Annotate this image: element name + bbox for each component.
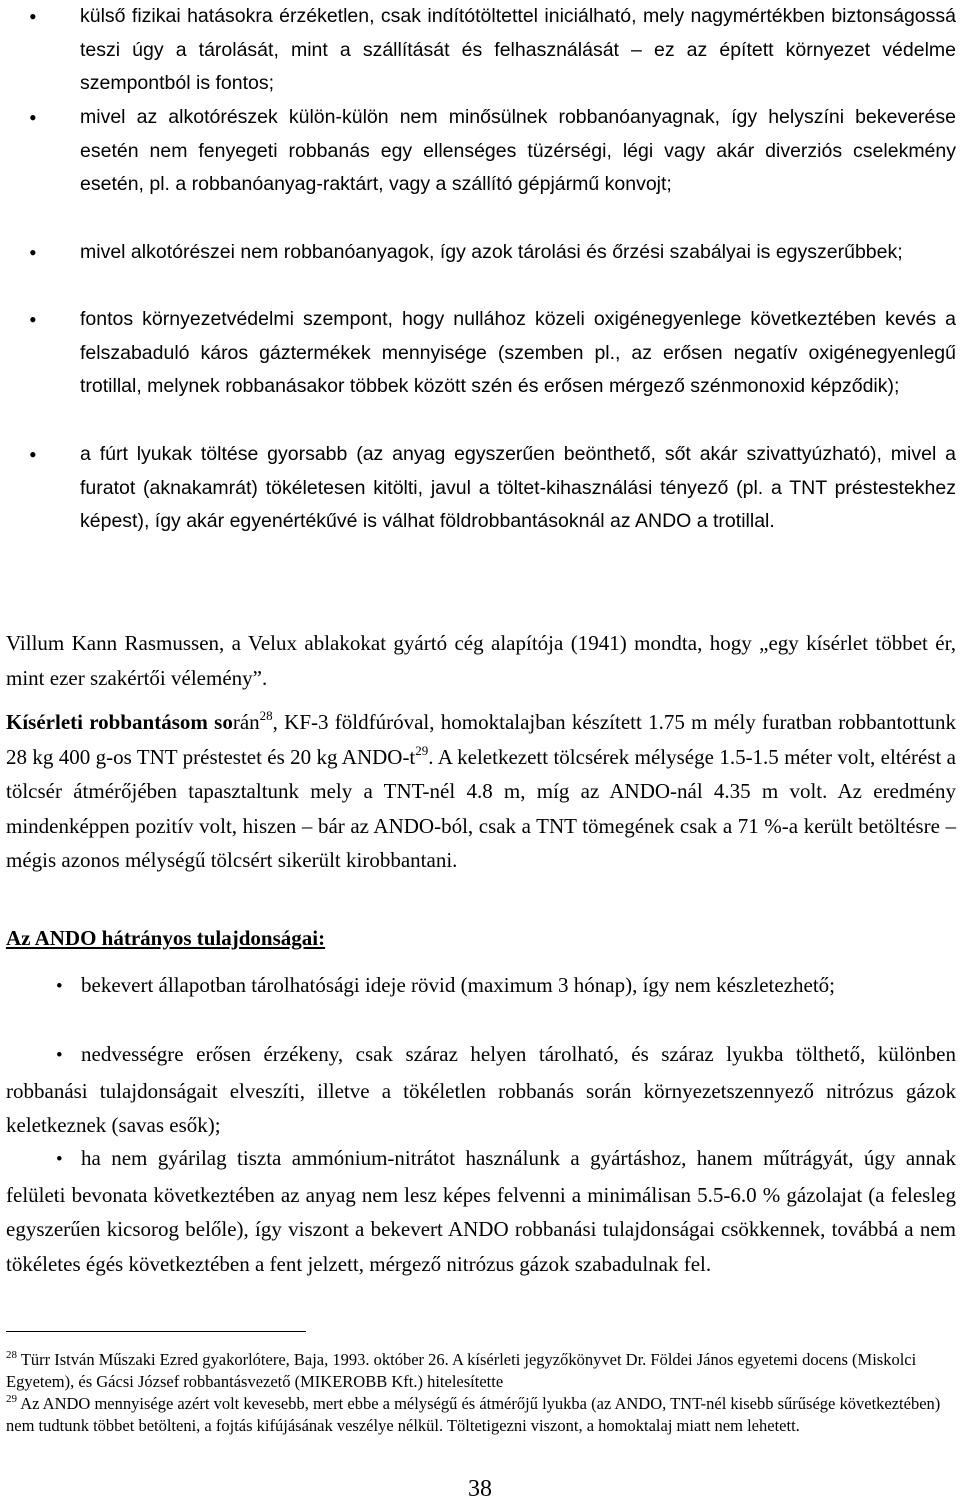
footnote-ref-28[interactable]: 28 <box>259 708 273 723</box>
footnote-text: Türr István Műszaki Ezred gyakorlótere, Baja, 1993. október 26. A kísérleti jegyzőkönyvet Dr. Földei János egyetemi docens (Miskolci Egyetem), és Gácsi József robbantásvezető (MIKEROBB Kft.) hitelesítette <box>6 1350 917 1391</box>
experiment-text-2: . A keletkezett tölcsérek mélysége 1.5-1.5 méter volt, eltérést a tölcsér átmérőjében tapasztaltunk mely a TNT-nél 4.8 m, míg az ANDO-nál 4.35 m volt. Az eredmény mindenképpen pozitív volt, hiszen – bár az ANDO-ból, csak a TNT tömegének csak a 71 %-a került betöltésre – mégis azonos mélységű tölcsért sikerült kirobbantani. <box>6 744 957 872</box>
bullet-icon: • <box>56 976 63 997</box>
footnote-ref-29[interactable]: 29 <box>415 742 429 758</box>
list-item-text: nedvességre erősen érzékeny, csak száraz helyen tárolható, és száraz lyukba tölthető, különben robbanási tulajdonságait elveszíti, illetve a tökéletlen robbanás során környezetszennyező nitrózus gázok keletkeznek (savas esők); <box>6 1042 956 1137</box>
list-item-text: ha nem gyárilag tiszta ammónium-nitrátot használunk a gyártáshoz, hanem műtrágyát, úgy annak felületi bevonata következtében az anyag nem lesz képes felvenni a minimálisan 5.5-6.0 % gázolajat (a felesleg egyszerűen kicsorog belőle), így viszont a bekevert ANDO robbanási tulajdonságai csökkennek, továbbá a nem tökéletes égés következtében a fent jelzett, mérgező nitrózus gázok szabadulnak fel. <box>6 1146 956 1276</box>
list-item: • mivel az alkotórészek külön-külön nem minősülnek robbanóanyagnak, így helyszíni bekeverése esetén nem fenyegeti robbanás egy ellenséges tüzérségi, légi vagy akár diverziós cselekmény esetén, pl. a robbanóanyag-raktárt, vagy a szállító gépjármű konvojt; <box>80 101 956 202</box>
page-number: 38 <box>468 1476 492 1502</box>
experiment-lead-bold: Kísérleti robbantásom so <box>6 710 233 734</box>
footnote-29 <box>6 1393 956 1437</box>
footnote-number: 28 <box>6 1349 17 1361</box>
experiment-lead-rest: rán <box>232 710 260 734</box>
list-item: • a fúrt lyukak töltése gyorsabb (az anyag egyszerűen beönthető, sőt akár szivattyúzható), mivel a furatot (aknakamrát) tökéletesen kitölti, javul a töltet-kihasználási tényező (pl. a TNT préstestekhez képest), így akár egyenértékűvé is válhat földrobbantásoknál az ANDO a trotillal. <box>80 438 956 539</box>
footnote-divider <box>6 1331 306 1332</box>
section-heading: Az ANDO hátrányos tulajdonságai: <box>6 926 326 950</box>
list-item <box>6 968 956 1005</box>
quote-paragraph: Villum Kann Rasmussen, a Velux ablakokat gyártó cég alapítója (1941) mondta, hogy „egy kísérlet többet ér, mint ezer szakértői vélemény”. <box>6 631 956 690</box>
list-item <box>6 1141 956 1281</box>
list-item-text: bekevert állapotban tárolhatósági ideje rövid (maximum 3 hónap), így nem készletezhető; <box>81 973 836 997</box>
list-item: • mivel alkotórészei nem robbanóanyagok, így azok tárolási és őrzési szabályai is egyszerűbbek; <box>80 236 956 270</box>
list-item: • fontos környezetvédelmi szempont, hogy nullához közeli oxigénegyenlege következtében kevés a felszabaduló káros gáztermékek mennyisége (szemben pl., az erősen negatív oxigénegyenlegű trotillal, melynek robbanásakor többek között szén és erősen mérgező szénmonoxid képződik); <box>80 303 956 404</box>
list-item: • külső fizikai hatásokra érzéketlen, csak indítótöltettel iniciálható, mely nagymértékben biztonságossá teszi úgy a tárolását, mint a szállítását és felhasználását – ez az épített környezet védelme szempontból is fontos; <box>80 0 956 101</box>
list-item <box>6 1037 956 1143</box>
bullet-icon: • <box>56 1045 63 1066</box>
experiment-text-1: , KF-3 földfúróval, homoktalajban készített 1.75 m mély furatban robbantottunk 28 kg 400 g-os TNT préstestet és 20 kg ANDO-t <box>6 710 957 769</box>
footnote-28 <box>6 1349 956 1393</box>
experiment-paragraph <box>6 705 956 878</box>
footnote-number: 29 <box>6 1393 17 1405</box>
footnote-text: Az ANDO mennyisége azért volt kevesebb, mert ebbe a mélységű és átmérőjű lyukba (az ANDO, TNT-nél kisebb sűrűsége következtében) nem tudtunk többet betölteni, a fojtás kifújásának veszélye nélkül. Töltetigezni viszont, a homoktalaj miatt nem lehetett. <box>6 1394 941 1435</box>
bullet-icon: • <box>56 1149 63 1170</box>
